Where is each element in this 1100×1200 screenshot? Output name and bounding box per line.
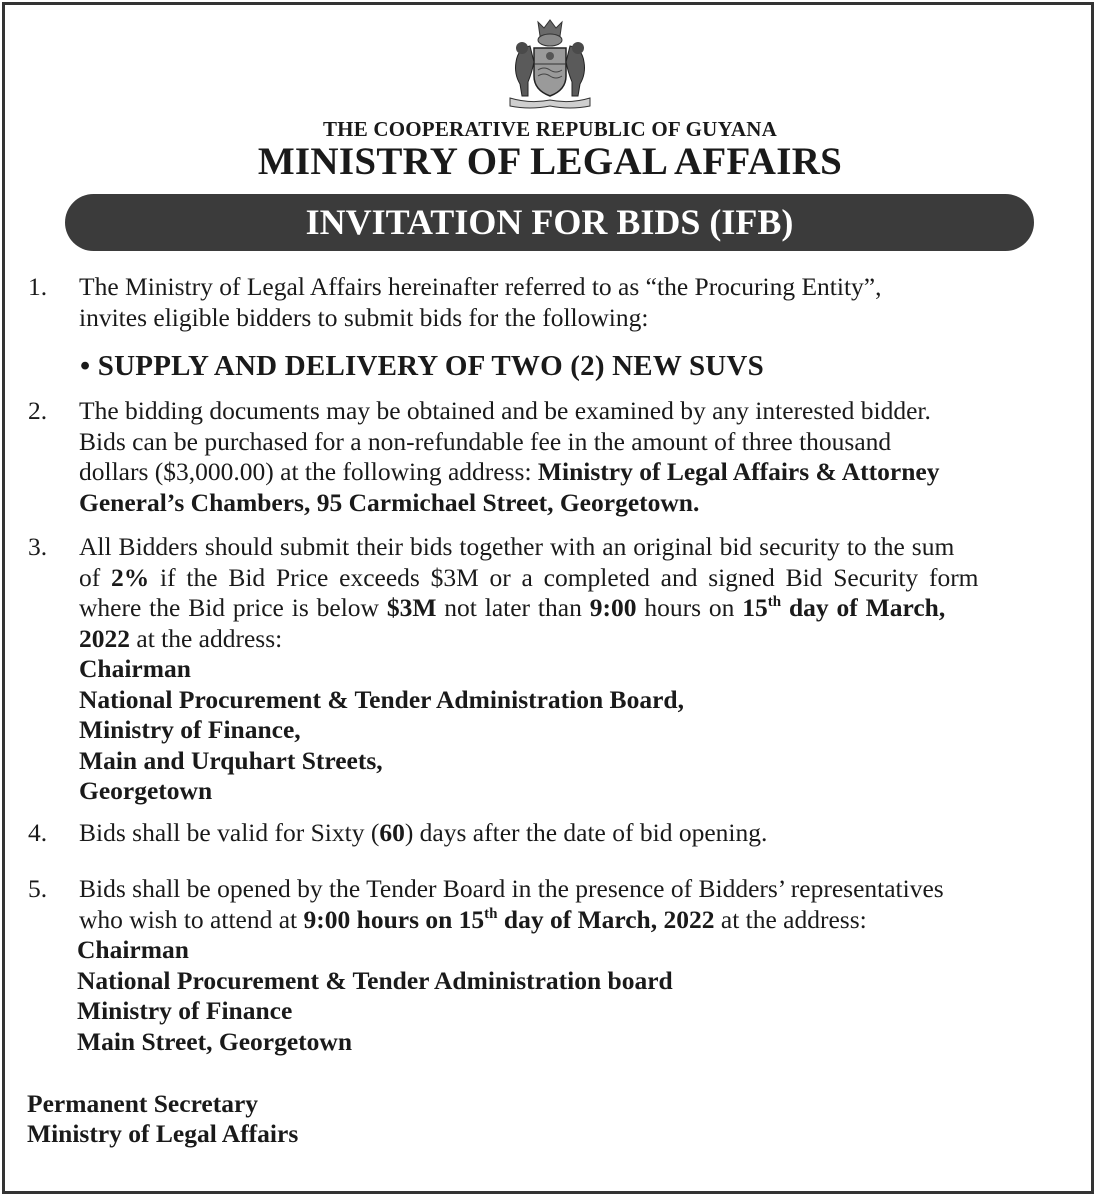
validity-days: 60	[379, 818, 405, 847]
address-line: National Procurement & Tender Administration Board,	[79, 684, 684, 714]
clause-text-line	[79, 818, 1079, 849]
purchase-address: Ministry of Legal Affairs & Attorney	[537, 457, 940, 486]
text-span: day of March, 2022	[497, 904, 715, 934]
opening-datetime	[304, 905, 715, 934]
clause-number: 3.	[28, 532, 48, 561]
signatory-org: Ministry of Legal Affairs	[27, 1119, 299, 1148]
text-span: hours on	[636, 593, 743, 622]
text-span: at the address:	[130, 623, 283, 653]
address-line: Chairman	[77, 935, 189, 964]
text-span: at the address:	[714, 904, 867, 934]
clause-text-line	[79, 905, 1079, 936]
ordinal-suffix: th	[484, 905, 498, 922]
text-span: of	[79, 562, 112, 592]
address-line: Main and Urquhart Streets,	[79, 745, 383, 775]
text-span: ) days after the date of bid opening.	[404, 818, 768, 847]
text-span: not later than	[436, 593, 590, 622]
bid-threshold: $3M	[386, 593, 437, 622]
deadline-date	[742, 593, 945, 622]
address-line: Main Street, Georgetown	[77, 1026, 352, 1056]
text-span: Bids shall be valid for Sixty (	[79, 818, 380, 847]
procurement-item: • SUPPLY AND DELIVERY OF TWO (2) NEW SUVS	[80, 350, 764, 382]
clause-text-line: The bidding documents may be obtained and be examined by any interested bidder.	[79, 396, 931, 425]
text-span: who wish to attend at	[79, 904, 304, 934]
clause-text-line	[79, 563, 1074, 594]
purchase-address-cont: General’s Chambers, 95 Carmichael Street, Georgetown.	[79, 487, 700, 517]
address-line: Ministry of Finance	[77, 996, 293, 1025]
country-heading: THE COOPERATIVE REPUBLIC OF GUYANA	[322, 117, 778, 141]
clause-text-line: invites eligible bidders to submit bids for the following:	[79, 302, 649, 332]
ministry-heading: MINISTRY OF LEGAL AFFAIRS	[257, 140, 843, 183]
address-line: National Procurement & Tender Administration board	[77, 965, 673, 995]
clause-text-line: The Ministry of Legal Affairs hereinafter referred to as “the Procuring Entity”,	[79, 272, 882, 301]
text-span: where the Bid price is below	[79, 593, 387, 622]
signatory-title: Permanent Secretary	[27, 1089, 259, 1118]
clause-text-line	[79, 457, 1079, 488]
clause-text-line: Bids can be purchased for a non-refundable fee in the amount of three thousand	[79, 426, 892, 456]
clause-number: 1.	[28, 272, 48, 301]
deadline-time: 9:00	[589, 593, 637, 622]
text-span: day of March,	[781, 593, 946, 622]
text-span: 9:00 hours on 15	[303, 904, 485, 934]
clause-text-line: Bids shall be opened by the Tender Board in the presence of Bidders’ representatives	[79, 874, 944, 903]
clause-number: 5.	[28, 874, 48, 903]
text-span: if the Bid Price exceeds $3M or a completed and signed Bid Security form	[149, 562, 979, 592]
ordinal-suffix: th	[767, 594, 782, 610]
clause-text-line	[79, 624, 1074, 655]
security-percent: 2%	[111, 562, 150, 592]
clause-number: 4.	[28, 818, 48, 847]
text-span: dollars ($3,000.00) at the following address:	[79, 457, 538, 486]
text-span: 15	[742, 593, 768, 622]
coat-of-arms-icon	[500, 18, 600, 110]
address-line: Chairman	[79, 654, 191, 683]
ifb-banner: INVITATION FOR BIDS (IFB)	[65, 194, 1034, 251]
clause-number: 2.	[28, 396, 48, 425]
deadline-year: 2022	[79, 623, 130, 653]
clause-text-line: All Bidders should submit their bids together with an original bid security to the sum	[79, 532, 955, 561]
address-line: Georgetown	[79, 776, 213, 805]
clause-text-line	[79, 593, 1074, 624]
address-line: Ministry of Finance,	[79, 715, 301, 744]
